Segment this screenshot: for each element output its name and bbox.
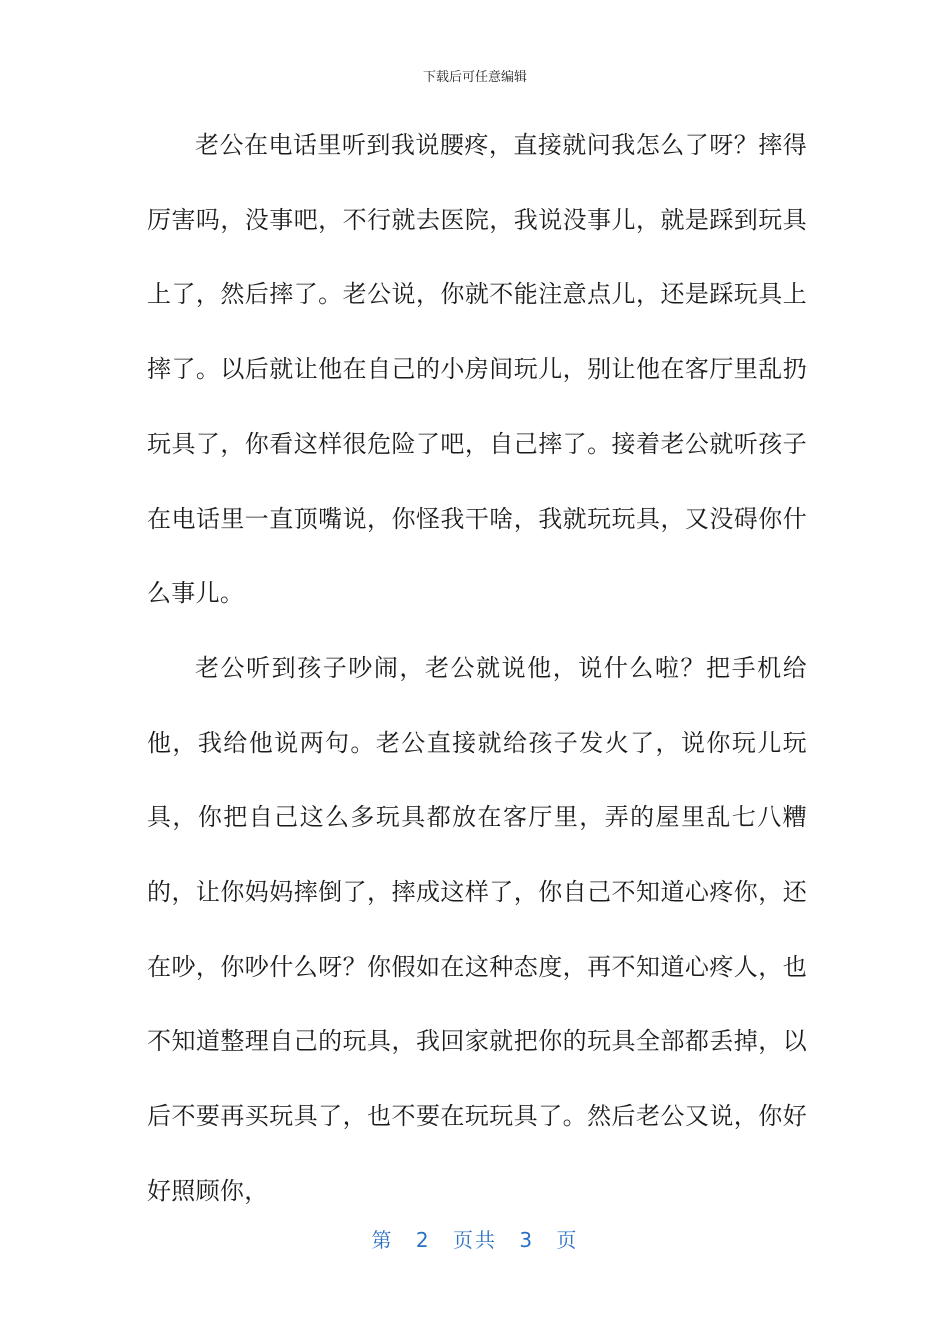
paragraph-2: 老公听到孩子吵闹，老公就说他，说什么啦？把手机给他，我给他说两句。老公直接就给孩子发火了，说你玩儿玩具，你把自己这么多玩具都放在客厅里，弄的屋里乱七八糟的，让你妈妈摔倒了，摔成这样了，你自己不知道心疼你，还在吵，你吵什么呀？你假如在这种态度，再不知道心疼人，也不知道整理自己的玩具，我回家就把你的玩具全部都丢掉，以后不要再买玩具了，也不要在玩玩具了。然后老公又说，你好好照顾你，	[147, 653, 807, 1205]
page-header: 下载后可任意编辑	[422, 70, 527, 85]
paragraph-1: 老公在电话里听到我说腰疼，直接就问我怎么了呀？摔得厉害吗，没事吧，不行就去医院，我说没事儿，就是踩到玩具上了，然后摔了。老公说，你就不能注意点儿，还是踩玩具上摔了。以后就让他在自己的小房间玩儿，别让他在客厅里乱扔玩具了，你看这样很危险了吧，自己摔了。接着老公就听孩子在电话里一直顶嘴说，你怪我干啥，我就玩玩具，又没碍你什么事儿。	[147, 131, 807, 608]
page-footer: 第 2 页共 3 页	[371, 1228, 579, 1252]
document-body	[147, 108, 807, 1229]
